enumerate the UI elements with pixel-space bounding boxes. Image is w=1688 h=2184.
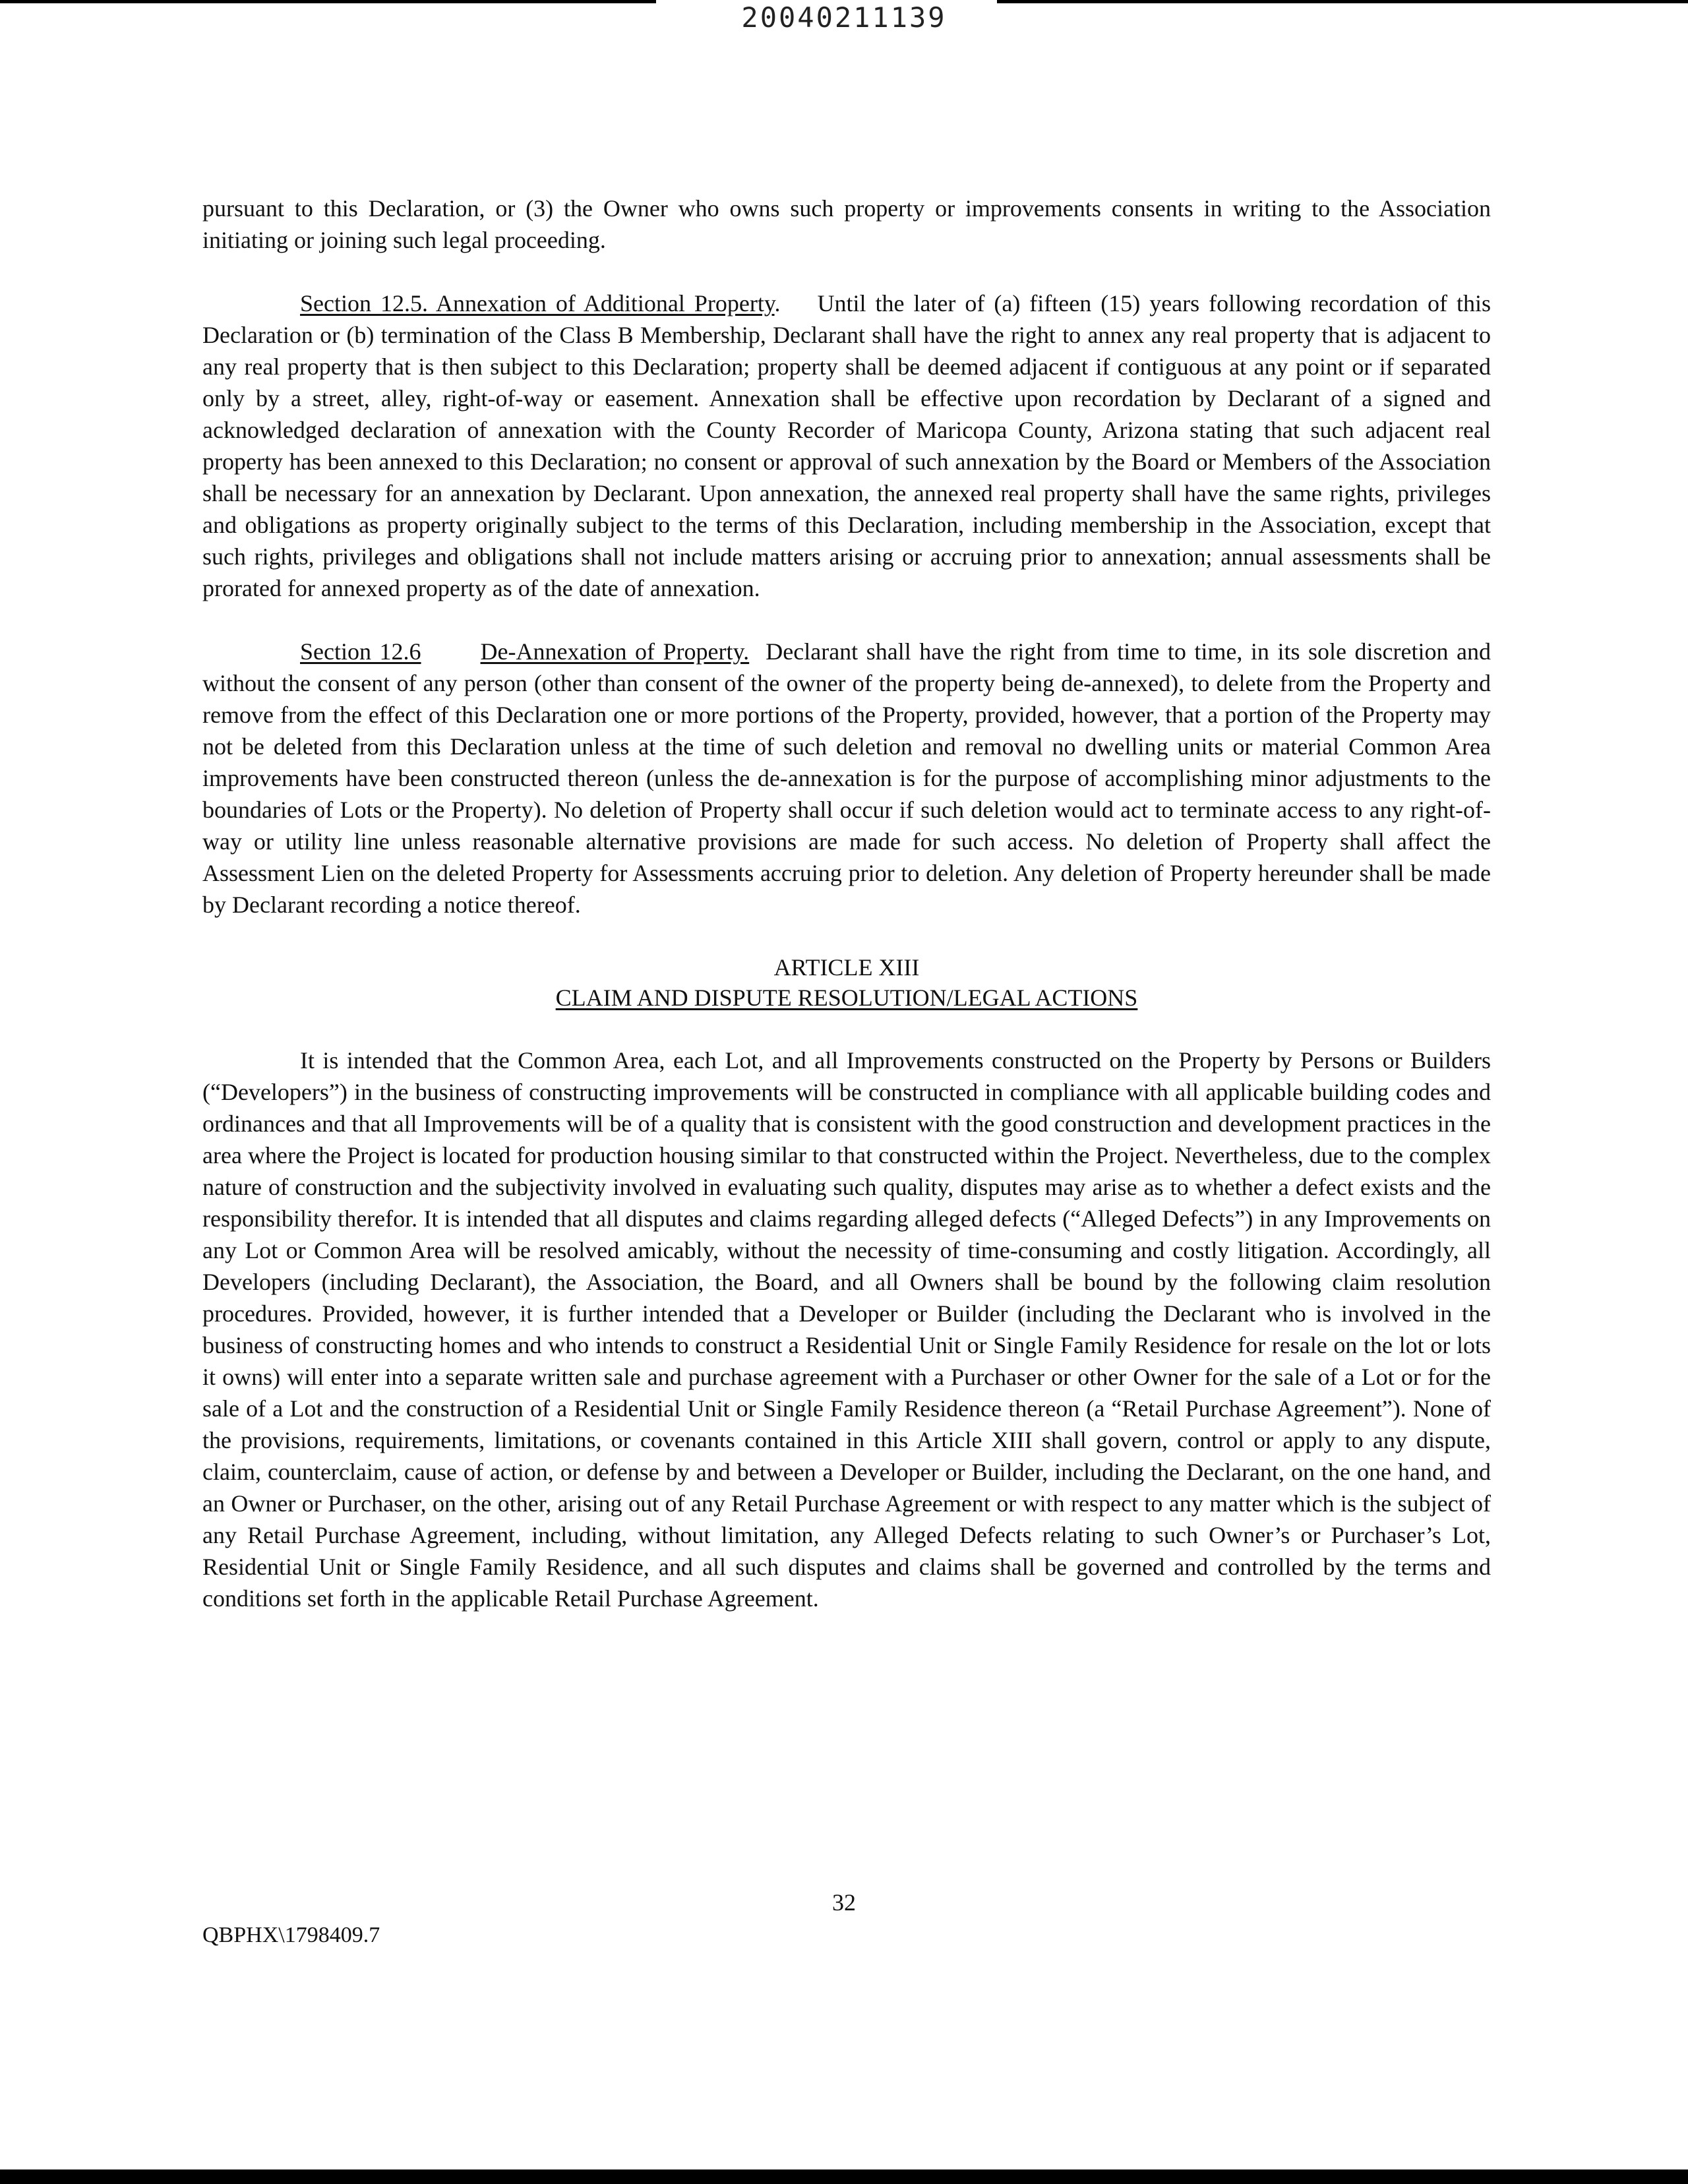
continued-paragraph: pursuant to this Declaration, or (3) the Owner who owns such property or improvements consents in writing to the Association initiating or joining such legal proceeding. <box>202 195 1491 253</box>
document-code: QBPHX\1798409.7 <box>202 1923 380 1947</box>
document-body <box>202 193 1491 1614</box>
section-12-6-title: De-Annexation of Property. <box>480 638 750 665</box>
section-12-5-text: Until the later of (a) fifteen (15) years following recordation of this Declaration or (b) termination of the Class B Membership, Declarant shall have the right to annex any real property that is adjacent to any real property that is then subject to this Declaration; property shall be deemed adjacent if contiguous at any point or if separated only by a street, alley, right-of-way or easement. Annexation shall be effective upon recordation by Declarant of a signed and acknowledged declaration of annexation with the County Recorder of Maricopa County, Arizona stating that such adjacent real property has been annexed to this Declaration; no consent or approval of such annexation by the Board or Members of the Association shall be necessary for an annexation by Declarant. Upon annexation, the annexed real property shall have the same rights, privileges and obligations as property originally subject to the terms of this Declaration, including membership in the Association, except that such rights, privileges and obligations shall not include matters arising or accruing prior to annexation; annual assessments shall be prorated for annexed property as of the date of annexation. <box>202 290 1492 601</box>
section-12-6 <box>202 636 1491 921</box>
section-12-6-number: Section 12.6 <box>300 638 421 665</box>
bottom-scan-rule <box>0 2169 1688 2184</box>
section-12-5-title-punct: . <box>774 290 781 317</box>
page-number: 32 <box>832 1889 856 1916</box>
article-title: CLAIM AND DISPUTE RESOLUTION/LEGAL ACTIONS <box>555 985 1138 1011</box>
recording-number: 20040211139 <box>741 1 947 34</box>
article-heading <box>202 952 1491 1013</box>
section-12-5 <box>202 288 1491 604</box>
section-12-6-text: Declarant shall have the right from time to time, in its sole discretion and without the consent of any person (other than consent of the owner of the property being de-annexed), to delete from the Property and remove from the effect of this Declaration one or more portions of the Property, provided, however, that a portion of the Property may not be deleted from this Declaration unless at the time of such deletion and removal no dwelling units or material Common Area improvements have been constructed thereon (unless the de-annexation is for the purpose of accomplishing minor adjustments to the boundaries of Lots or the Property). No deletion of Property shall occur if such deletion would act to terminate access to any right-of-way or utility line unless reasonable alternative provisions are made for such access. No deletion of Property shall affect the Assessment Lien on the deleted Property for Assessments accruing prior to deletion. Any deletion of Property hereunder shall be made by Declarant recording a notice thereof. <box>202 638 1492 918</box>
article-number: ARTICLE XIII <box>773 954 920 981</box>
article-13-paragraph: It is intended that the Common Area, each Lot, and all Improvements constructed on the Property by Persons or Builders (“Developers”) in the business of constructing improvements will be constructed in compliance with all applicable building codes and ordinances and that all Improvements will be of a quality that is consistent with the good construction and development practices in the area where the Project is located for production housing similar to that constructed within the Project. Nevertheless, due to the complex nature of construction and the subjectivity involved in evaluating such quality, disputes may arise as to whether a defect exists and the responsibility therefor. It is intended that all disputes and claims regarding alleged defects (“Alleged Defects”) in any Improvements on any Lot or Common Area will be resolved amicably, without the necessity of time-consuming and costly litigation. Accordingly, all Developers (including Declarant), the Association, the Board, and all Owners shall be bound by the following claim resolution procedures. Provided, however, it is further intended that a Developer or Builder (including the Declarant who is involved in the business of constructing homes and who intends to construct a Residential Unit or Single Family Residence for resale on the lot or lots it owns) will enter into a separate written sale and purchase agreement with a Purchaser or other Owner for the sale of a Lot or for the sale of a Lot and the construction of a Residential Unit or Single Family Residence thereon (a “Retail Purchase Agreement”). None of the provisions, requirements, limitations, or covenants contained in this Article XIII shall govern, control or apply to any dispute, claim, counterclaim, cause of action, or defense by and between a Developer or Builder, including the Declarant, on the one hand, and an Owner or Purchaser, on the other, arising out of any Retail Purchase Agreement or with respect to any matter which is the subject of any Retail Purchase Agreement, including, without limitation, any Alleged Defects relating to such Owner’s or Purchaser’s Lot, Residential Unit or Single Family Residence, and all such disputes and claims shall be governed and controlled by the terms and conditions set forth in the applicable Retail Purchase Agreement. <box>202 1047 1491 1612</box>
section-12-5-title: Section 12.5. Annexation of Additional Property <box>300 290 775 317</box>
